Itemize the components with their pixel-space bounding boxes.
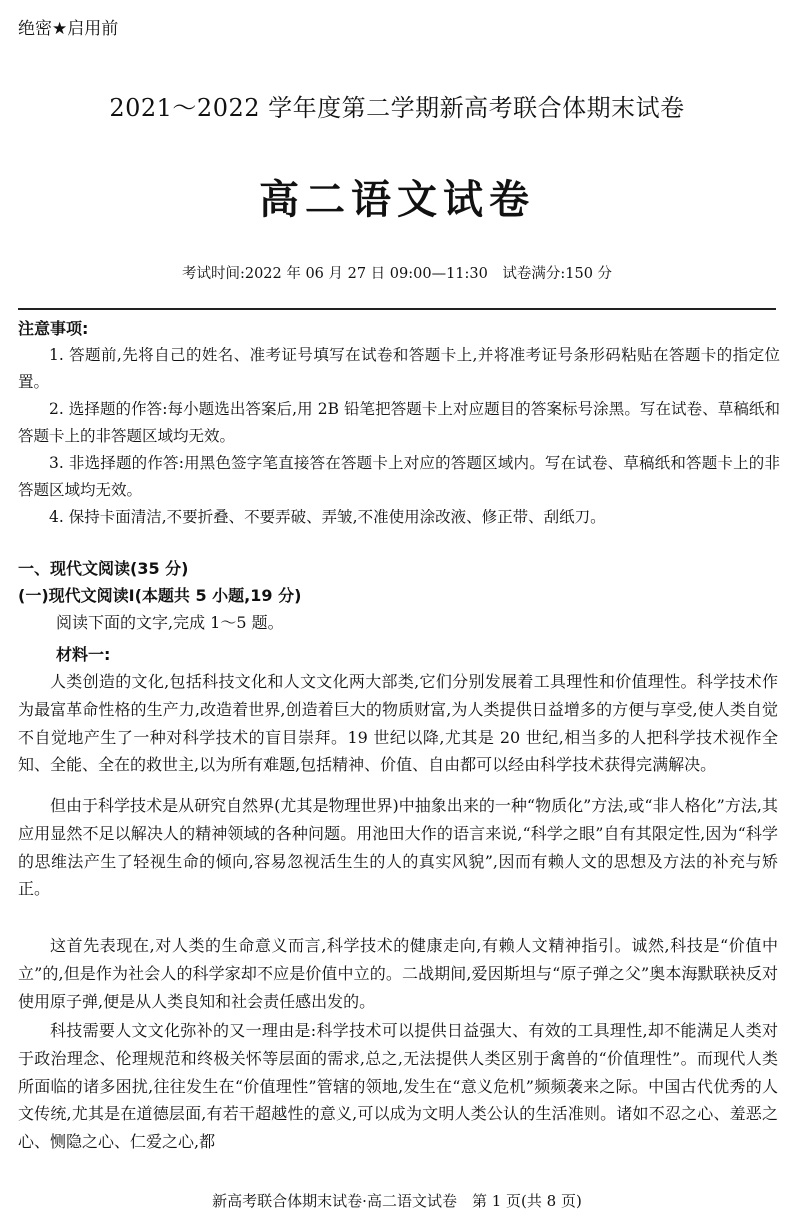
confidential-label: 绝密★启用前	[18, 19, 119, 39]
passage-paragraph-4: 科技需要人文文化弥补的又一理由是:科学技术可以提供日益强大、有效的工具理性,却不能满足人类对于政治理念、伦理规范和终极关怀等层面的需求,总之,无法提供人类区别于禽兽的“价值理性”。而现代人类所面临的诸多困扰,往往发生在“价值理性”管辖的领地,发生在“意义危机”频频袭来之际。中国古代优秀的人文传统,尤其是在道德层面,有若干超越性的意义,可以成为文明人类公认的生活准则。诸如不忍之心、羞恶之心、恻隐之心、仁爱之心,都	[18, 1021, 778, 1152]
section-title: 一、现代文阅读(35 分)	[18, 559, 189, 578]
notice-item-3: 3. 非选择题的作答:用黑色签字笔直接答在答题卡上对应的答题区域内。写在试卷、草稿纸和答题卡上的非答题区域均无效。	[18, 454, 780, 499]
notice-item-4: 4. 保持卡面清洁,不要折叠、不要弄破、弄皱,不准使用涂改液、修正带、刮纸刀。	[49, 508, 606, 526]
material-label: 材料一:	[56, 645, 111, 664]
reading-instruction: 阅读下面的文字,完成 1～5 题。	[56, 613, 284, 632]
exam-time-and-score: 考试时间:2022 年 06 月 27 日 09:00—11:30 试卷满分:150 分	[181, 266, 613, 282]
notice-heading: 注意事项:	[18, 319, 89, 338]
notice-item-2: 2. 选择题的作答:每小题选出答案后,用 2B 铅笔把答题卡上对应题目的答案标号涂黑。写在试卷、草稿纸和答题卡上的非答题区域均无效。	[18, 400, 780, 445]
page-title: 高二语文试卷	[259, 177, 535, 223]
page-footer: 新高考联合体期末试卷·高二语文试卷 第 1 页(共 8 页)	[212, 1192, 582, 1210]
exam-series-title: 2021～2022 学年度第二学期新高考联合体期末试卷	[109, 94, 685, 122]
passage-paragraph-3: 这首先表现在,对人类的生命意义而言,科学技术的健康走向,有赖人文精神指引。诚然,科技是“价值中立”的,但是作为社会人的科学家却不应是价值中立的。二战期间,爱因斯坦与“原子弹之父”奥本海默联袂反对使用原子弹,便是从人类良知和社会责任感出发的。	[18, 936, 778, 1011]
header-divider	[18, 308, 776, 310]
subsection-title: (一)现代文阅读Ⅰ(本题共 5 小题,19 分)	[18, 586, 302, 605]
notice-item-1: 1. 答题前,先将自己的姓名、准考证号填写在试卷和答题卡上,并将准考证号条形码粘贴在答题卡的指定位置。	[18, 346, 780, 391]
passage-paragraph-2: 但由于科学技术是从研究自然界(尤其是物理世界)中抽象出来的一种“物质化”方法,或“非人格化”方法,其应用显然不足以解决人的精神领域的各种问题。用池田大作的语言来说,“科学之眼”自有其限定性,因为“科学的思维法产生了轻视生命的倾向,容易忽视活生生的人的真实风貌”,因而有赖人文的思想及方法的补充与矫正。	[18, 796, 778, 899]
passage-paragraph-1: 人类创造的文化,包括科技文化和人文文化两大部类,它们分别发展着工具理性和价值理性。科学技术作为最富革命性格的生产力,改造着世界,创造着巨大的物质财富,为人类提供日益增多的方便与享受,使人类自觉不自觉地产生了一种对科学技术的盲目崇拜。19 世纪以降,尤其是 20 世纪,相当多的人把科学技术视作全知、全能、全在的救世主,以为所有难题,包括精神、价值、自由都可以经由科学技术获得完满解决。	[18, 672, 778, 775]
